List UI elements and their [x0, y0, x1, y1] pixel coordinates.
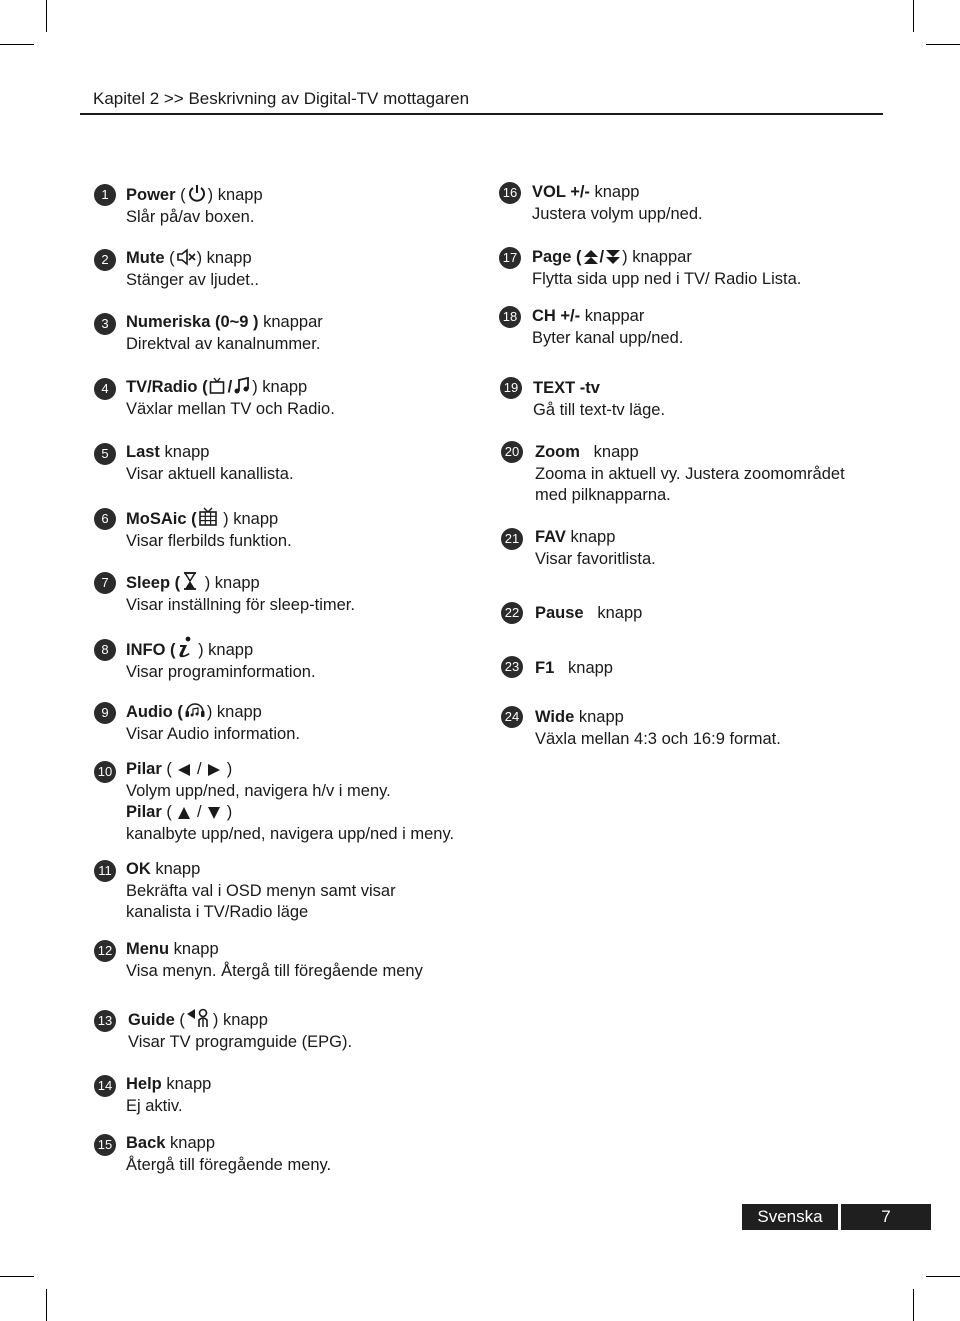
hourglass-icon: [181, 571, 199, 591]
item-name: MoSAic (: [126, 510, 197, 528]
item-description: Bekräfta val i OSD menyn samt visar: [126, 881, 396, 900]
page-title: Kapitel 2 >> Beskrivning av Digital-TV mottagaren: [93, 89, 470, 108]
mosaic-grid-icon: [198, 507, 218, 527]
mute-icon: [176, 248, 196, 266]
tv-icon: [209, 377, 227, 395]
item-name: VOL +/-: [532, 183, 590, 201]
item-suffix: knapp: [165, 1134, 215, 1152]
item-name: FAV: [535, 528, 566, 546]
item-description: kanalista i TV/Radio läge: [126, 903, 309, 921]
info-icon: [177, 636, 193, 658]
item-description: Återgå till föregående meny.: [126, 1155, 332, 1174]
item-name: Audio (: [126, 703, 183, 721]
arrow-right-icon: [207, 763, 221, 777]
item-name: Zoom: [535, 443, 580, 461]
item-name: Page (: [532, 248, 582, 266]
item-paren: (: [174, 1011, 185, 1029]
item-description: Flytta sida upp ned i TV/ Radio Lista.: [532, 269, 802, 288]
item-name: CH +/-: [532, 307, 581, 325]
list-item: [94, 377, 335, 420]
item-suffix: knapp: [574, 708, 624, 726]
list-item: [499, 658, 613, 680]
item-name: Pause: [535, 604, 584, 622]
item-name: Sleep (: [126, 574, 181, 592]
list-item: [94, 939, 423, 982]
item-paren: (: [161, 760, 177, 778]
item-suffix: knappar: [258, 313, 323, 331]
item-number-badge: 2: [94, 249, 116, 271]
item-suffix: ) knapp: [207, 186, 263, 204]
item-suffix: ) knapp: [212, 1011, 268, 1029]
item-suffix: knapp: [159, 443, 210, 461]
audio-icon: [184, 700, 206, 720]
item-description: kanalbyte upp/ned, navigera upp/ned i meny.: [126, 824, 455, 843]
page-up-icon: [583, 249, 599, 265]
list-item: [94, 507, 292, 552]
header-divider: [80, 113, 883, 115]
item-name: TEXT -tv: [533, 379, 600, 397]
item-description: Byter kanal upp/ned.: [532, 328, 684, 347]
item-description: Stänger av ljudet..: [126, 270, 259, 289]
item-suffix: knapp: [565, 528, 616, 546]
item-number-badge: 9: [94, 702, 116, 724]
item-number-badge: 21: [501, 528, 523, 550]
item-description: Justera volym upp/ned.: [532, 204, 703, 223]
item-suffix: knappar: [580, 307, 645, 325]
list-item: [499, 527, 656, 570]
crop-mark: [926, 44, 960, 45]
item-name: Pilar: [126, 760, 162, 778]
list-item: [94, 312, 323, 355]
list-item: [94, 700, 300, 745]
arrow-up-icon: [177, 806, 191, 820]
list-item: [94, 248, 259, 291]
crop-mark: [0, 1276, 34, 1277]
item-name: TV/Radio (: [126, 378, 208, 396]
crop-mark: [0, 44, 34, 45]
arrow-left-icon: [177, 763, 191, 777]
item-suffix: ) knapp: [196, 249, 252, 267]
power-icon: [187, 183, 207, 203]
item-description: Volym upp/ned, navigera h/v i meny.: [126, 781, 391, 800]
item-suffix: ) knapp: [193, 641, 254, 659]
item-description: Visar Audio information.: [126, 724, 300, 743]
item-number-badge: 1: [94, 184, 116, 206]
item-number-badge: 16: [499, 182, 521, 204]
item-suffix: knapp: [161, 1075, 212, 1093]
item-description: Slår på/av boxen.: [126, 207, 255, 226]
item-number-badge: 18: [499, 306, 521, 328]
item-number-badge: 22: [501, 602, 523, 624]
item-name: Back: [126, 1134, 166, 1152]
item-suffix: ) knapp: [206, 703, 262, 721]
list-item: [94, 859, 396, 924]
list-item: [94, 183, 263, 228]
item-suffix: knapp: [554, 659, 613, 677]
item-number-badge: 5: [94, 443, 116, 465]
item-number-badge: 12: [94, 940, 116, 962]
item-name: Mute: [126, 249, 165, 267]
item-description: Direktval av kanalnummer.: [126, 334, 321, 353]
crop-mark: [926, 1276, 960, 1277]
item-separator: /: [227, 378, 233, 396]
list-item: [499, 707, 781, 750]
item-description: Visar favoritlista.: [535, 549, 656, 568]
item-paren: ): [222, 760, 233, 778]
guide-icon: [186, 1008, 212, 1028]
list-item: [94, 1074, 211, 1117]
crop-mark: [46, 0, 47, 32]
item-name: Last: [126, 443, 160, 461]
item-name: OK: [126, 860, 151, 878]
item-number-badge: 17: [499, 247, 521, 269]
list-item: [499, 247, 801, 290]
item-separator: /: [192, 760, 207, 778]
item-number-badge: 7: [94, 572, 116, 594]
item-name: Numeriska (0~9 ): [126, 313, 259, 331]
item-description: Visar flerbilds funktion.: [126, 531, 292, 550]
item-number-badge: 15: [94, 1134, 116, 1156]
item-suffix: knapp: [583, 604, 643, 622]
item-name: Power: [126, 186, 176, 204]
list-item: [94, 636, 316, 683]
item-name: INFO (: [126, 641, 176, 659]
item-number-badge: 10: [94, 761, 116, 783]
music-note-icon: [233, 377, 251, 395]
item-description: Växla mellan 4:3 och 16:9 format.: [535, 729, 781, 748]
list-item: [499, 603, 642, 625]
item-description: Växlar mellan TV och Radio.: [126, 399, 335, 418]
item-description: Visar TV programguide (EPG).: [128, 1032, 353, 1051]
item-suffix: knapp: [150, 860, 201, 878]
item-number-badge: 23: [501, 656, 523, 678]
list-item: [94, 1008, 352, 1053]
item-description: Ej aktiv.: [126, 1096, 183, 1115]
item-name: Pilar: [126, 803, 162, 821]
item-number-badge: 24: [501, 706, 523, 728]
item-name: Menu: [126, 940, 170, 958]
item-suffix: knapp: [169, 940, 219, 958]
footer-language-label: Svenska: [742, 1204, 838, 1230]
item-number-badge: 19: [500, 377, 522, 399]
item-paren: ): [222, 803, 233, 821]
item-description: Gå till text-tv läge.: [533, 400, 666, 419]
item-number-badge: 4: [94, 378, 116, 400]
item-number-badge: 13: [94, 1010, 116, 1032]
item-number-badge: 6: [94, 508, 116, 530]
item-description: Visar aktuell kanallista.: [126, 464, 294, 483]
item-suffix: ) knappar: [622, 248, 692, 266]
item-paren: (: [164, 249, 175, 267]
item-suffix: ) knapp: [252, 378, 308, 396]
list-item: [499, 182, 703, 225]
item-separator: /: [192, 803, 207, 821]
item-number-badge: 20: [501, 441, 523, 463]
item-description: Visar programinformation.: [126, 662, 316, 681]
item-number-badge: 8: [94, 639, 116, 661]
item-separator: /: [599, 248, 605, 266]
item-description: Visa menyn. Återgå till föregående meny: [126, 961, 423, 980]
item-name: Guide: [128, 1011, 175, 1029]
item-number-badge: 14: [94, 1075, 116, 1097]
item-name: Wide: [535, 708, 575, 726]
list-item: [94, 759, 454, 845]
crop-mark: [913, 1289, 914, 1321]
page-down-icon: [605, 249, 621, 265]
item-suffix: ) knapp: [218, 510, 279, 528]
item-suffix: knapp: [589, 183, 640, 201]
item-description: med pilknapparna.: [535, 486, 671, 504]
item-name: F1: [535, 659, 555, 677]
item-suffix: knapp: [579, 443, 639, 461]
item-number-badge: 11: [94, 860, 116, 882]
item-description: Visar inställning för sleep-timer.: [126, 595, 355, 614]
list-item: [499, 442, 845, 507]
list-item: [499, 378, 665, 421]
item-paren: (: [161, 803, 177, 821]
arrow-down-icon: [207, 806, 221, 820]
item-description: Zooma in aktuell vy. Justera zoomområdet: [535, 464, 845, 483]
list-item: [499, 306, 683, 349]
item-suffix: ) knapp: [200, 574, 260, 592]
crop-mark: [913, 0, 914, 32]
list-item: [94, 571, 355, 616]
list-item: [94, 442, 294, 485]
item-number-badge: 3: [94, 313, 116, 335]
list-item: [94, 1133, 331, 1176]
footer-page-number: 7: [841, 1204, 931, 1230]
item-name: Help: [126, 1075, 162, 1093]
item-paren: (: [175, 186, 186, 204]
crop-mark: [46, 1289, 47, 1321]
